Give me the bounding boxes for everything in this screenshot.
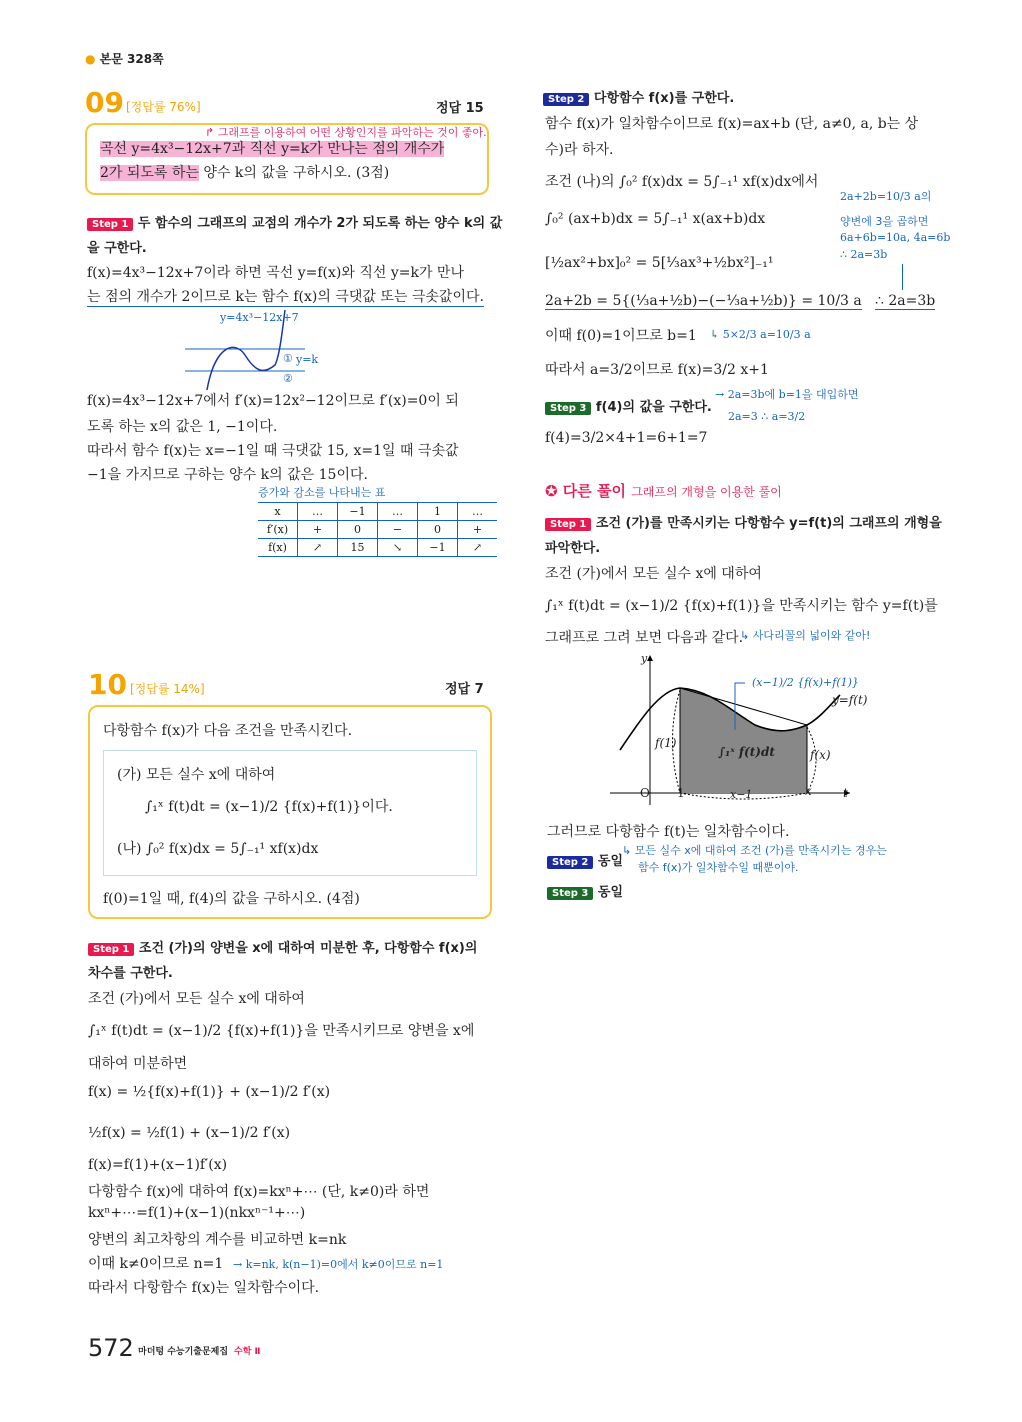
annotation: ↳ 모든 실수 x에 대하여 조건 (가)를 만족시키는 경우는 <box>622 844 887 857</box>
annotation-text: 모든 실수 x에 대하여 조건 (가)를 만족시키는 경우는 <box>634 844 887 857</box>
answer: 정답 7 <box>445 682 484 697</box>
text-line: f(x)=4x³−12x+7이라 하면 곡선 y=f(x)와 직선 y=k가 만나 <box>87 265 464 281</box>
line-label-2: ② <box>283 372 293 385</box>
step-title: 다항함수 f(x)를 구한다. <box>593 91 735 106</box>
cell: 0 <box>338 521 378 539</box>
step-title: 조건 (가)를 만족시키는 다항함수 y=f(t)의 그래프의 개형을 <box>595 516 942 531</box>
cell: … <box>458 503 498 521</box>
text-line: ∫₀² (ax+b)dx = 5∫₋₁¹ x(ax+b)dx <box>545 211 766 227</box>
text-line: 대하여 미분하면 <box>88 1056 188 1072</box>
text-line: f(4)=3/2×4+1=6+1=7 <box>545 430 708 446</box>
variation-table <box>258 502 497 557</box>
table-row <box>258 521 497 539</box>
annotation-text: 그래프를 이용하여 어떤 상황인지를 파악하는 것이 좋아. <box>217 126 487 139</box>
text-line: 2a+2b = 5{(⅓a+½b)−(−⅓a+½b)} = 10/3 a <box>545 293 862 309</box>
annotation: → k=nk, k(n−1)=0에서 k≠0이므로 n=1 <box>233 1258 444 1271</box>
text-line: f(x) = ½{f(x)+f(1)} + (x−1)/2 f′(x) <box>88 1084 331 1100</box>
cell: … <box>378 503 418 521</box>
step-title: 차수를 구한다. <box>88 966 173 981</box>
accuracy-rate: [정답률 76%] <box>126 100 201 114</box>
text-line: 함수 f(x)가 일차함수이므로 f(x)=ax+b (단, a≠0, a, b는 상 <box>545 116 919 132</box>
step-badge: Step 3 <box>545 402 591 415</box>
cell: ↗ <box>298 539 338 557</box>
table-row <box>258 503 497 521</box>
text-line: ½f(x) = ½f(1) + (x−1)/2 f′(x) <box>88 1125 291 1141</box>
text-line: ∫₁ˣ f(t)dt = (x−1)/2 {f(x)+f(1)}을 만족시키는 함수 y=f(t)를 <box>545 598 938 614</box>
text-line: [½ax²+bx]₀² = 5[⅓ax³+½bx²]₋₁¹ <box>545 255 774 271</box>
step-title: 을 구한다. <box>87 241 147 256</box>
cell: … <box>298 503 338 521</box>
shaded-region <box>680 688 807 793</box>
annotation: ↳ 사다리꼴의 넓이와 같아! <box>740 629 871 642</box>
page-reference <box>85 50 164 67</box>
question-text: 다항함수 f(x)가 다음 조건을 만족시킨다. <box>103 723 353 739</box>
text-line: 도록 하는 x의 값은 1, −1이다. <box>87 419 278 435</box>
book-title: 마더텅 수능기출문제집 <box>138 1347 229 1357</box>
page-number: 572 <box>88 1334 134 1362</box>
cell: − <box>378 521 418 539</box>
label-curve: y=f(t) <box>832 693 868 707</box>
text-line: 양변의 최고차항의 계수를 비교하면 k=nk <box>88 1232 347 1248</box>
step-badge: Step 2 <box>543 93 589 106</box>
question-highlight: 2가 되도록 하는 <box>100 165 199 181</box>
result <box>875 293 935 309</box>
text-line: 조건 (가)에서 모든 실수 x에 대하여 <box>545 566 762 582</box>
cell: ↗ <box>458 539 498 557</box>
step-title: 동일 <box>597 854 624 869</box>
step-badge: Step 1 <box>87 218 133 231</box>
annotation: ∴ 2a=3b <box>840 248 888 261</box>
ref-label: 본문 328쪽 <box>99 52 164 66</box>
accuracy-rate: [정답률 14%] <box>130 682 205 696</box>
annotation: 함수 f(x)가 일차함수일 때뿐이야. <box>638 861 799 874</box>
question-line: 곡선 y=4x³−12x+7과 직선 y=k가 만나는 점의 개수가 <box>100 141 445 157</box>
table-row <box>258 539 497 557</box>
cell: −1 <box>338 503 378 521</box>
annotation: 양변에 3을 곱하면 <box>840 215 929 228</box>
text-line: 따라서 a=3/2이므로 f(x)=3/2 x+1 <box>545 362 769 378</box>
cell: −1 <box>418 539 458 557</box>
annotation: 6a+6b=10a, 4a=6b <box>840 231 951 244</box>
label-x-minus-1: x−1 <box>730 788 753 801</box>
step-badge: Step 3 <box>547 887 593 900</box>
alt-solution-header: ✪ 다른 풀이 그래프의 개형을 이용한 풀이 <box>545 482 782 500</box>
origin-label: O <box>640 786 650 800</box>
cell: f′(x) <box>258 521 298 539</box>
axis-label-t: t <box>843 786 848 800</box>
line-label-yk: y=k <box>296 353 319 366</box>
text-line: 조건 (나)의 ∫₀² f(x)dx = 5∫₋₁¹ xf(x)dx에서 <box>545 174 819 190</box>
cell: ↘ <box>378 539 418 557</box>
result-text: ∴ 2a=3b <box>875 293 936 309</box>
cell: x <box>258 503 298 521</box>
text-line: 따라서 다항함수 f(x)는 일차함수이다. <box>88 1280 320 1296</box>
problem-number: 09 <box>85 86 124 119</box>
cell: 15 <box>338 539 378 557</box>
text-line: 는 점의 개수가 2이므로 k는 함수 f(x)의 극댓값 또는 극솟값이다. <box>87 286 484 307</box>
axis-label-y: y <box>641 652 648 665</box>
text-line: 따라서 함수 f(x)는 x=−1일 때 극댓값 15, x=1일 때 극솟값 <box>87 443 459 459</box>
step-title: 동일 <box>597 885 624 900</box>
label-integral: ∫₁ˣ f(t)dt <box>718 745 775 759</box>
annotation-text: k=nk, k(n−1)=0에서 k≠0이므로 n=1 <box>245 1258 444 1271</box>
text-line: 그러므로 다항함수 f(t)는 일차함수이다. <box>547 824 790 840</box>
cell: 0 <box>418 521 458 539</box>
step-title: 파악한다. <box>545 541 601 556</box>
question-text: f(0)=1일 때, f(4)의 값을 구하시오. (4점) <box>103 891 360 907</box>
annotation-text: 5×2/3 a=10/3 a <box>722 328 811 341</box>
subject: 수학 Ⅱ <box>234 1347 261 1357</box>
text-line: 조건 (가)에서 모든 실수 x에 대하여 <box>88 991 305 1007</box>
question-text: 양수 k의 값을 구하시오. (3점) <box>198 165 390 181</box>
annotation: ↱ 그래프를 이용하여 어떤 상황인지를 파악하는 것이 좋아. <box>205 126 487 139</box>
cell: f(x) <box>258 539 298 557</box>
text-line: −1을 가지므로 구하는 양수 k의 값은 15이다. <box>87 467 368 483</box>
cell: 1 <box>418 503 458 521</box>
alt-title: 다른 풀이 <box>562 482 626 500</box>
line-label-1: ① <box>283 352 293 365</box>
table-label: 증가와 감소를 나타내는 표 <box>258 486 386 499</box>
graph-label: y=4x³−12x+7 <box>220 311 299 324</box>
annotation: 2a=3 ∴ a=3/2 <box>728 410 806 423</box>
text-line: f(x)=f(1)+(x−1)f′(x) <box>88 1157 228 1173</box>
step-badge: Step 1 <box>545 518 591 531</box>
condition-ga: (가) 모든 실수 x에 대하여 <box>117 767 276 783</box>
step-title: 조건 (가)의 양변을 x에 대하여 미분한 후, 다항함수 f(x)의 <box>138 941 478 956</box>
annotation: → 2a=3b에 b=1을 대입하면 <box>715 388 859 401</box>
answer: 정답 15 <box>436 101 484 116</box>
label-trapezoid: (x−1)/2 {f(x)+f(1)} <box>752 676 859 689</box>
cell: + <box>458 521 498 539</box>
tick-label-1: 1 <box>677 786 685 800</box>
y-axis-arrow <box>647 655 653 661</box>
tick-label-x: x <box>805 784 812 798</box>
step-badge: Step 2 <box>547 856 593 869</box>
condition-ga-eq: ∫₁ˣ f(t)dt = (x−1)/2 {f(x)+f(1)}이다. <box>145 799 393 815</box>
condition-na: (나) ∫₀² f(x)dx = 5∫₋₁¹ xf(x)dx <box>117 841 319 857</box>
annotation: 2a+2b=10/3 a의 <box>840 190 932 203</box>
text-line: 그래프로 그려 보면 다음과 같다. <box>545 630 744 646</box>
cell: + <box>298 521 338 539</box>
problem-number: 10 <box>88 668 127 701</box>
annotation-text: 사다리꼴의 넓이와 같아! <box>752 629 871 642</box>
text-line: f(x)=4x³−12x+7에서 f′(x)=12x²−12이므로 f′(x)=0이 되 <box>87 393 459 409</box>
circle-icon: ● <box>85 52 96 66</box>
text-line: 이때 f(0)=1이므로 b=1 <box>545 328 697 344</box>
text-line: kxⁿ+⋯=f(1)+(x−1)(nkxⁿ⁻¹+⋯) <box>88 1205 306 1221</box>
arrow-up-line <box>902 264 903 290</box>
text-line: 다항함수 f(x)에 대하여 f(x)=kxⁿ+⋯ (단, k≠0)라 하면 <box>88 1184 430 1200</box>
annotation-text: 2a=3b에 b=1을 대입하면 <box>727 388 859 401</box>
label-f1: f(1) <box>655 736 677 750</box>
step-title: f(4)의 값을 구한다. <box>595 400 712 415</box>
step-badge: Step 1 <box>88 943 134 956</box>
alt-subtitle: 그래프의 개형을 이용한 풀이 <box>631 485 782 499</box>
label-fx: f(x) <box>810 748 831 762</box>
text-line: ∫₁ˣ f(t)dt = (x−1)/2 {f(x)+f(1)}을 만족시키므로 양변을 x에 <box>88 1023 475 1039</box>
text-line: 수)라 하자. <box>545 142 614 158</box>
text-line: 이때 k≠0이므로 n=1 <box>88 1256 224 1272</box>
step-title: 두 함수의 그래프의 교점의 개수가 2가 되도록 하는 양수 k의 값 <box>137 216 503 231</box>
annotation: ↳ 5×2/3 a=10/3 a <box>710 328 811 341</box>
